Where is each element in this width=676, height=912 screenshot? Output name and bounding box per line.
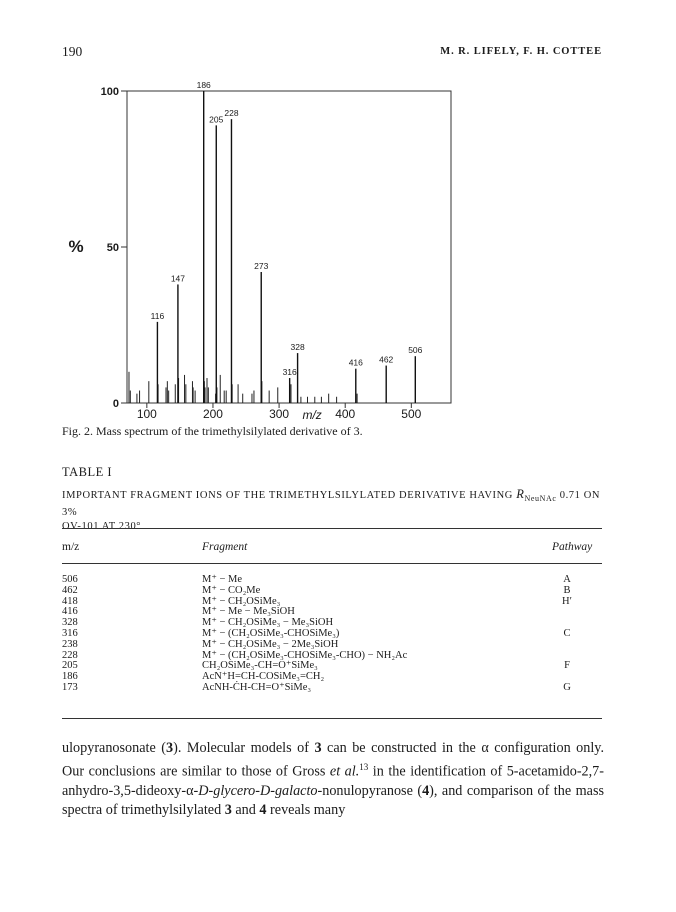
peak-label-147: 147	[170, 273, 186, 284]
y-tick-label: 50	[106, 242, 119, 254]
body-run: ). Molecular models of	[173, 740, 315, 756]
cell-fragment: M⁺ − (CH₂OSiMe₃-CHOSiMe₃-CHO) − NH₂Ac	[202, 649, 408, 661]
table-row	[62, 586, 602, 597]
y-axis-label: %	[68, 237, 84, 256]
cell-mz: 316	[62, 627, 78, 639]
compound-ref: 3	[314, 740, 322, 756]
table-row	[62, 661, 602, 672]
cell-pathway: C	[563, 627, 571, 639]
table-row	[62, 672, 602, 683]
peak-label-273: 273	[254, 260, 269, 271]
x-tick-label: 300	[269, 407, 290, 421]
body-run: ulopyranosonate (	[62, 740, 166, 756]
cell-mz: 506	[62, 574, 78, 585]
cell-fragment: M⁺ − CH₂OSiMe₃ − 2Me₃SiOH	[202, 638, 339, 650]
table-caption-line2: OV-101 AT 230°	[62, 521, 142, 533]
cell-mz: 462	[62, 584, 78, 596]
body-run: -nonulopyranose (	[317, 783, 423, 800]
cell-fragment: M⁺ − CH₂OSiMe₃	[202, 595, 281, 607]
compound-ref: 4	[259, 802, 267, 819]
running-head: M. R. LIFELY, F. H. COTTEE	[440, 46, 602, 57]
table-row	[62, 651, 602, 662]
chart-labels	[151, 80, 423, 377]
cell-mz: 205	[62, 660, 78, 672]
peak-label-205: 205	[209, 114, 224, 125]
chart-axes	[68, 86, 451, 422]
table-caption-main: IMPORTANT FRAGMENT IONS OF THE TRIMETHYLSILYLATED DERIVATIVE HAVING	[62, 490, 517, 501]
cell-fragment: M⁺ − Me − Me₃SiOH	[202, 606, 295, 618]
cell-fragment: M⁺ − CO₂Me	[202, 584, 261, 596]
table-title: TABLE I	[62, 465, 113, 479]
plot-frame	[127, 91, 451, 403]
table-body	[62, 575, 602, 694]
body-run: and	[231, 802, 260, 819]
table-top-rule	[62, 528, 602, 529]
cell-fragment: AcN⁺H=CH-COSiMe₃=CH₂	[202, 671, 325, 683]
figure-caption: Fig. 2. Mass spectrum of the trimethylsilylated derivative of 3.	[62, 424, 363, 438]
table-caption-r: R	[516, 487, 525, 501]
table-caption-rest: 0.71 ON 3%	[62, 490, 601, 519]
header-fragment: Fragment	[202, 541, 248, 553]
table-bottom-rule	[62, 718, 602, 719]
mass-spectrum-chart	[0, 0, 676, 440]
x-tick-label: 200	[202, 407, 223, 421]
peak-label-462: 462	[379, 354, 394, 365]
header-pathway: Pathway	[552, 541, 593, 553]
cell-mz: 186	[62, 671, 78, 683]
reference-number: 13	[359, 762, 369, 773]
cell-pathway: A	[563, 574, 571, 585]
cell-mz: 328	[62, 617, 78, 629]
y-tick-label: 0	[112, 398, 119, 410]
table-row	[62, 597, 602, 608]
body-paragraph	[62, 739, 604, 821]
body-italic: et al.	[329, 763, 360, 780]
cell-mz: 173	[62, 681, 78, 693]
peak-label-506: 506	[408, 345, 423, 356]
body-run: ), and comparison of the mass spectra of trimethylsilylated	[62, 783, 604, 819]
cell-mz: 418	[62, 595, 78, 607]
table-row	[62, 575, 602, 586]
cell-fragment: AcNH-ĊH-CH=O⁺SiMe₃	[202, 681, 312, 693]
cell-pathway: G	[563, 681, 571, 693]
x-tick-label: 100	[136, 407, 157, 421]
table-header-rule	[62, 563, 602, 564]
y-tick-label: 100	[100, 86, 119, 98]
chart-peaks	[129, 91, 415, 403]
cell-mz: 416	[62, 606, 78, 618]
peak-label-316: 316	[282, 367, 297, 378]
cell-pathway: F	[564, 660, 570, 672]
cell-mz: 238	[62, 638, 78, 650]
body-run: in the identification of 5-acetamido-2,7-anhydro-3,5-dideoxy-α-	[62, 763, 605, 800]
peak-label-328: 328	[290, 342, 305, 353]
cell-pathway: B	[563, 584, 571, 596]
compound-ref: 3	[224, 802, 232, 819]
cell-fragment: M⁺ − CH₂OSiMe₃ − Me₃SiOH	[202, 617, 334, 629]
header-mz: m/z	[62, 541, 80, 553]
table-row	[62, 683, 602, 694]
peak-label-186: 186	[196, 80, 211, 90]
compound-ref: 4	[422, 783, 430, 800]
cell-fragment: M⁺ − Me	[202, 574, 243, 585]
cell-mz: 228	[62, 649, 78, 661]
body-run: reveals many	[266, 802, 346, 819]
table-caption-sub: NeuNAc	[524, 494, 557, 504]
compound-ref: 3	[166, 740, 174, 756]
x-tick-label: 400	[335, 407, 356, 421]
x-axis-label: m/z	[302, 408, 322, 422]
peak-label-228: 228	[224, 108, 239, 119]
body-run: can be constructed in the α configuration only. Our conclusions are similar to those of Gross	[62, 740, 605, 780]
cell-fragment: M⁺ − (CH₂OSiMe₃-CHOSiMe₃)	[202, 627, 340, 639]
x-tick-label: 500	[401, 407, 422, 421]
table-row	[62, 640, 602, 651]
cell-pathway: H′	[562, 595, 572, 607]
peak-label-116: 116	[150, 310, 165, 321]
peak-label-416: 416	[348, 357, 363, 368]
body-italic: D-glycero-D-galacto	[198, 783, 318, 800]
page-number: 190	[62, 44, 83, 59]
cell-fragment: CH₂OSiMe₃-CH=O⁺SiMe₃	[202, 660, 318, 672]
